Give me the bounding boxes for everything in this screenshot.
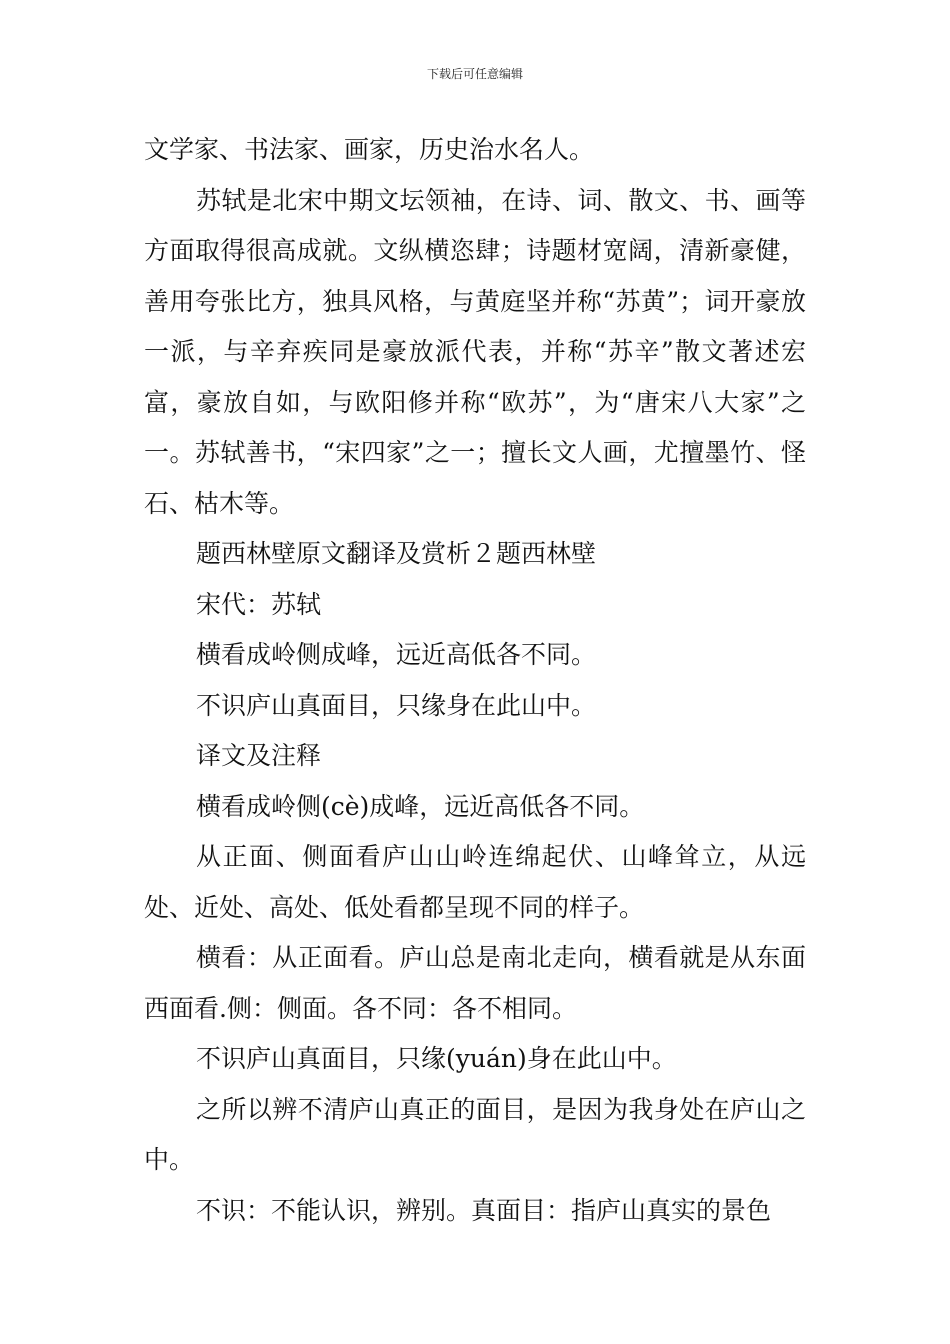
annotated-line-2: 不识庐山真面目，只缘(yuán)身在此山中。 xyxy=(196,1044,677,1073)
section-title: 题西林壁原文翻译及赏析２题西林壁 xyxy=(196,539,597,568)
poem-line-1: 横看成岭侧成峰，远近高低各不同。 xyxy=(196,640,597,669)
paragraph-su-shi-biography: 苏轼是北宋中期文坛领袖，在诗、词、散文、书、画等方面取得很高成就。文纵横恣肆；诗题材宽阔，清新豪健，善用夸张比方，独具风格，与黄庭坚并称“苏黄”；词开豪放一派，与辛弃疾同是豪放派代表，并称“苏辛”散文著述宏富，豪放自如，与欧阳修并称“欧苏”，为“唐宋八大家”之一。苏轼善书，“宋四家”之一；擅长文人画，尤擅墨竹、怪石、枯木等。 xyxy=(144,185,806,518)
translation-heading: 译文及注释 xyxy=(196,741,322,770)
translation-line-1: 从正面、侧面看庐山山岭连绵起伏、山峰耸立，从远处、近处、高处、低处看都呈现不同的样子。 xyxy=(144,842,806,922)
notes-line-1: 横看：从正面看。庐山总是南北走向，横看就是从东面西面看.侧：侧面。各不同：各不相同。 xyxy=(144,943,806,1023)
translation-line-2: 之所以辨不清庐山真正的面目，是因为我身处在庐山之中。 xyxy=(144,1094,806,1174)
notes-line-2: 不识：不能认识，辨别。真面目：指庐山真实的景色 xyxy=(196,1195,772,1225)
annotated-line-1: 横看成岭侧(cè)成峰，远近高低各不同。 xyxy=(196,791,645,821)
paragraph-intro-continuation: 文学家、书法家、画家，历史治水名人。 xyxy=(144,135,595,164)
document-body xyxy=(144,125,806,1236)
poem-line-2: 不识庐山真面目，只缘身在此山中。 xyxy=(196,690,597,720)
page-header: 下载后可任意编辑 xyxy=(426,67,523,81)
poem-author: 宋代：苏轼 xyxy=(196,589,322,619)
